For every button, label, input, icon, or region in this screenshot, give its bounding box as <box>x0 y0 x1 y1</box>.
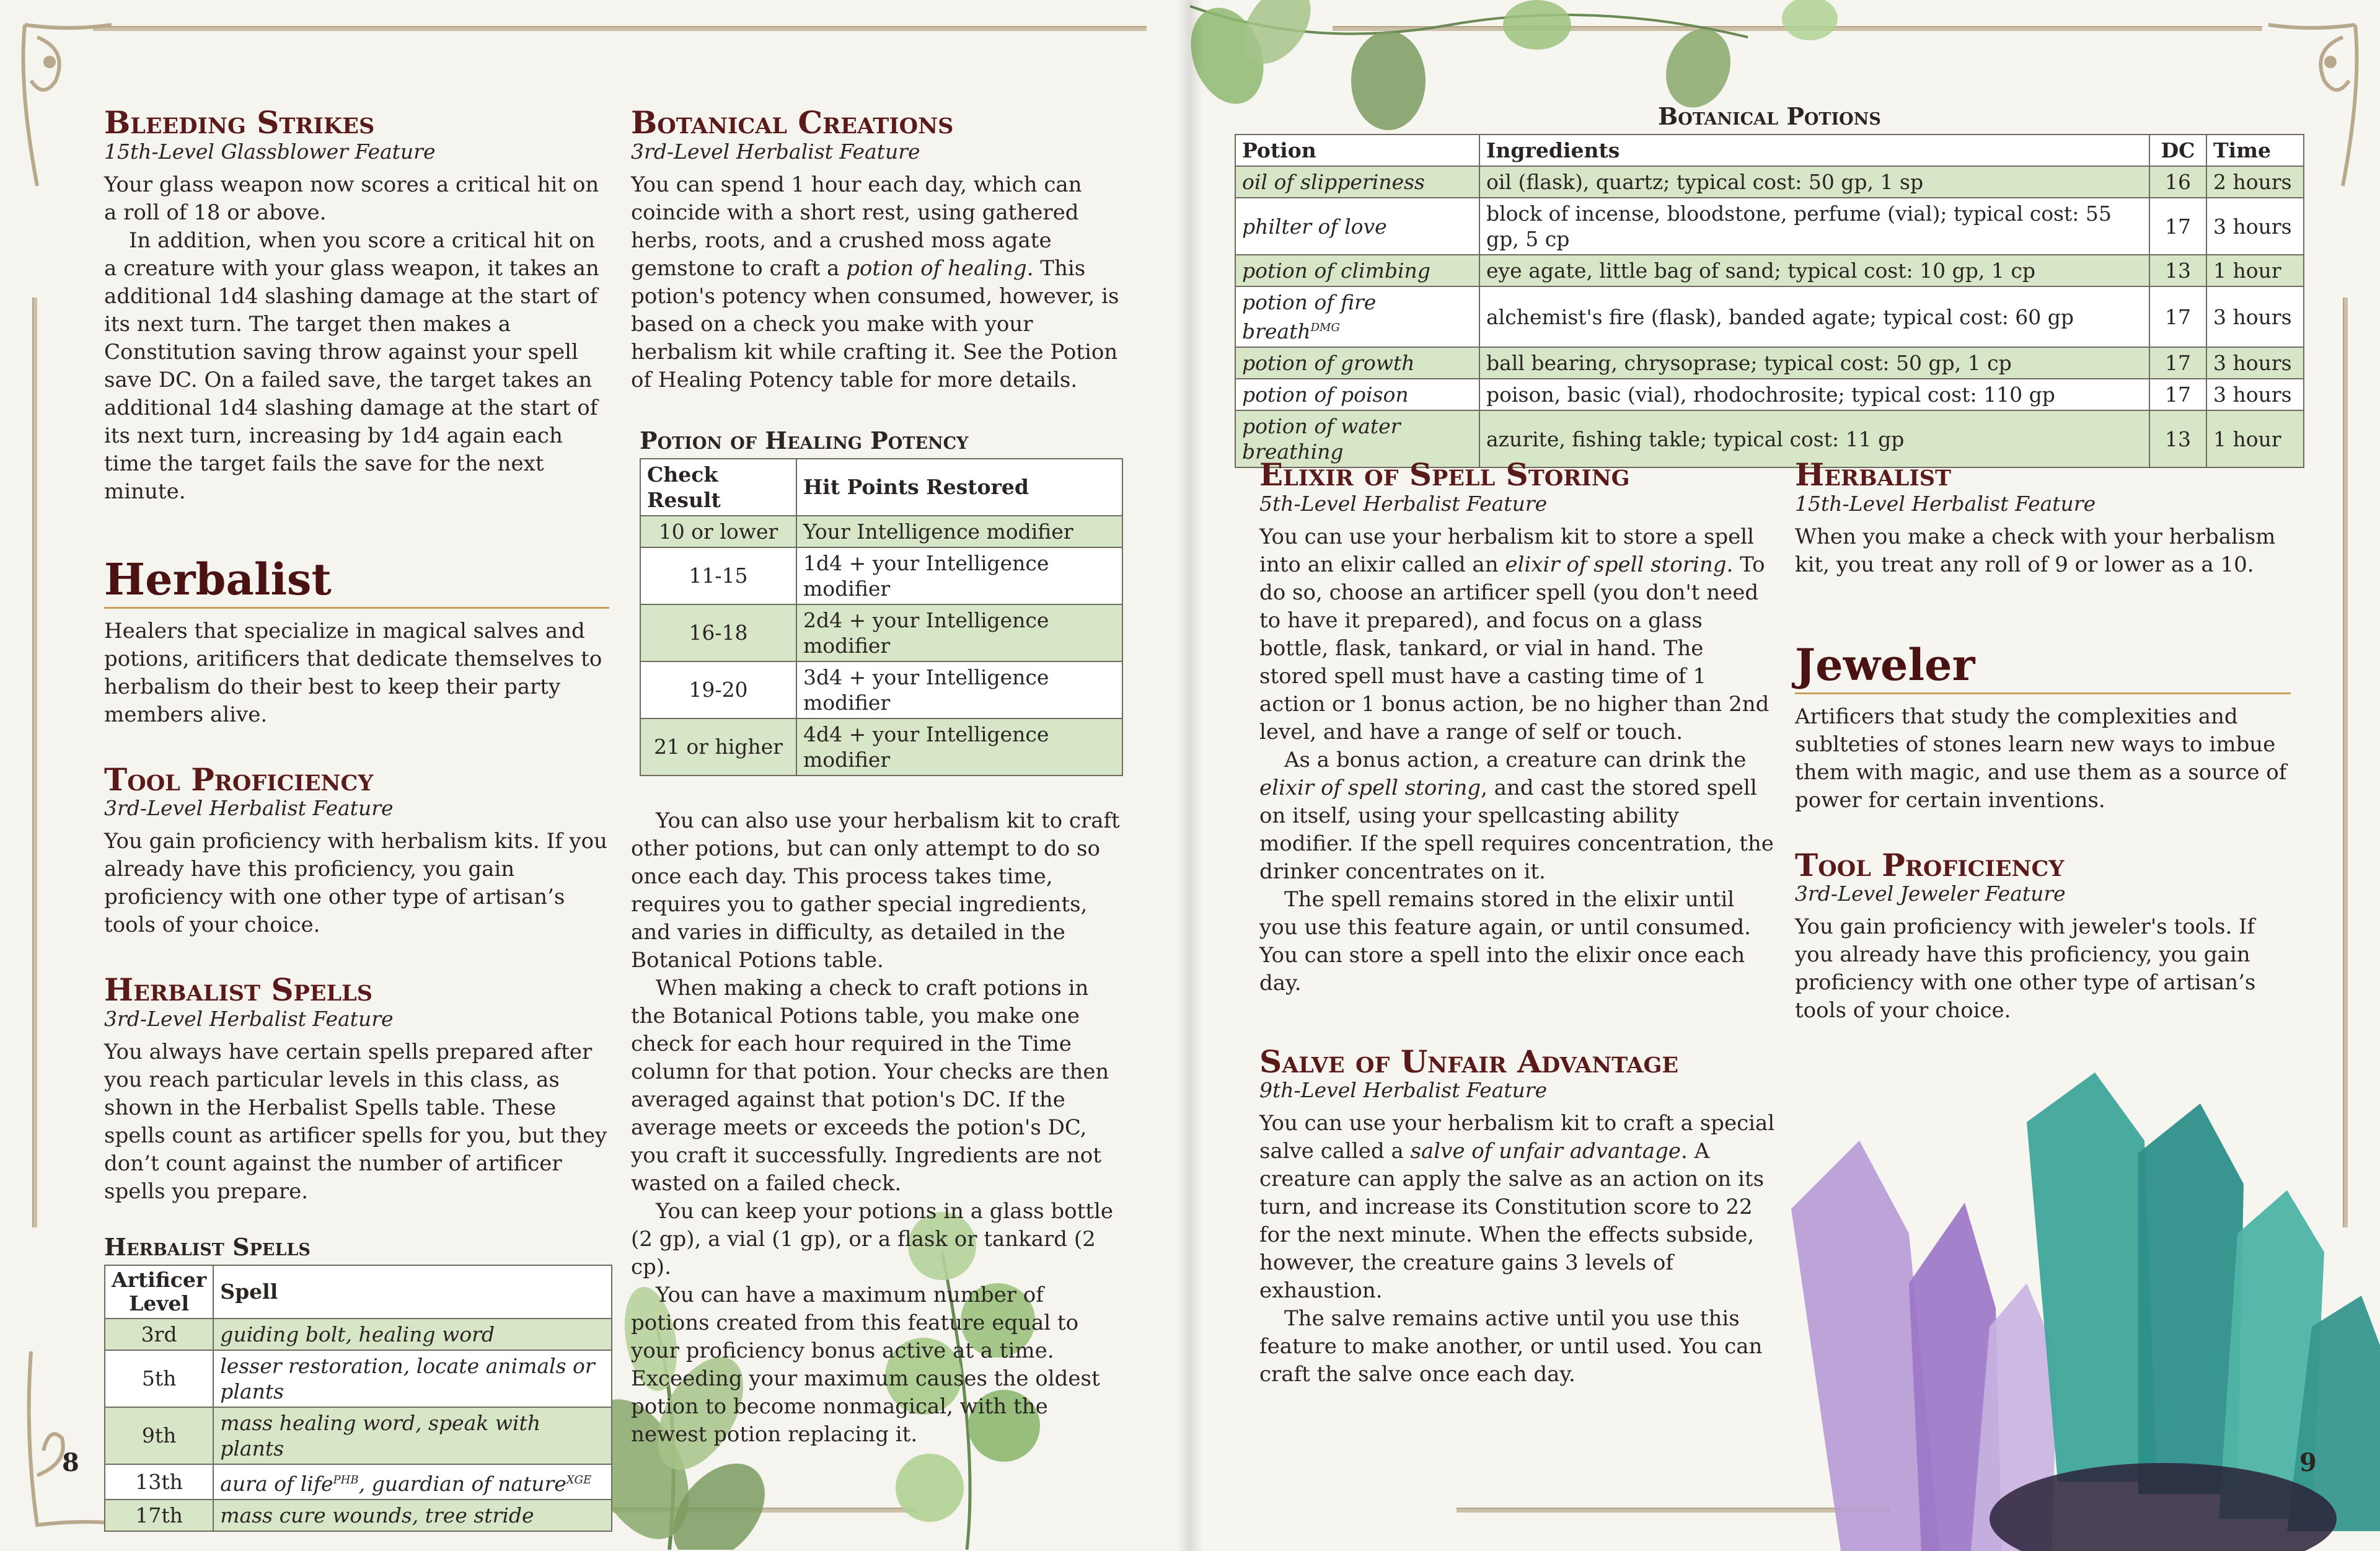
table-row <box>1235 347 2304 379</box>
tool-proficiency-heading: Tool Proficiency <box>104 761 374 798</box>
table-cell: 1 hour <box>2206 255 2304 286</box>
text-run: As a bonus action, a creature can drink the <box>1284 747 1747 772</box>
jeweler-intro <box>1795 703 2291 815</box>
table-cell: 17 <box>2149 286 2206 347</box>
table-row <box>1235 166 2304 198</box>
heading-rule <box>1795 692 2291 694</box>
jeweler-tool-heading: Tool Proficiency <box>1795 846 2065 883</box>
table-row <box>105 1350 612 1407</box>
table-cell: guiding bolt, healing word <box>213 1319 612 1350</box>
table-cell: lesser restoration, locate animals or plants <box>213 1350 612 1407</box>
table-cell: 13th <box>105 1464 213 1500</box>
top-border <box>93 26 1147 31</box>
herbalist-class-heading: Herbalist <box>104 553 332 605</box>
crystal-illustration-icon <box>1766 1048 2380 1551</box>
table-cell: 3 hours <box>2206 379 2304 410</box>
paragraph: You can also use your herbalism kit to craft other potions, but can only attempt to do so once each day. This process takes time, requires you to gather special ingredients, and varies in difficulty, as detailed in the Botanical Potions table. <box>631 808 1120 973</box>
table-row <box>105 1319 612 1350</box>
spells-table-title: Herbalist Spells <box>104 1232 311 1261</box>
text-run: salve of unfair advantage <box>1410 1139 1681 1164</box>
right-page <box>1190 0 2380 1551</box>
table-cell: Your Intelligence modifier <box>796 516 1122 547</box>
salve-heading: Salve of Unfair Advantage <box>1259 1043 1679 1080</box>
botanical-creations-heading: Botanical Creations <box>631 104 954 141</box>
table-cell: oil (flask), quartz; typical cost: 50 gp, 1 sp <box>1479 166 2149 198</box>
botanical-potions-table <box>1235 134 2304 468</box>
table-row <box>1235 255 2304 286</box>
table-cell: 17 <box>2149 347 2206 379</box>
column-header: DC <box>2149 135 2206 166</box>
paragraph <box>631 171 1121 394</box>
page-number: 8 <box>62 1448 79 1477</box>
paragraph <box>1259 746 1777 886</box>
table-cell: 17th <box>105 1500 213 1531</box>
text-run: , and cast the stored spell on itself, using your spellcasting ability modifier. If the spell requires concentration, the drinker concentrates on it. <box>1259 775 1774 884</box>
herbalist-spells-heading: Herbalist Spells <box>104 971 373 1008</box>
potions-table-block <box>1235 102 2304 468</box>
herbalist-spells-body <box>104 1038 609 1206</box>
table-cell: 3d4 + your Intelligence modifier <box>796 661 1122 718</box>
table-cell: 17 <box>2149 198 2206 255</box>
text-run: potion of healing <box>846 255 1027 281</box>
botanical-creations-subtitle: 3rd-Level Herbalist Feature <box>631 139 920 164</box>
spell-name: , guardian of nature <box>358 1471 566 1496</box>
jeweler-tool-subtitle: 3rd-Level Jeweler Feature <box>1795 882 2066 906</box>
table-cell: alchemist's fire (flask), banded agate; typical cost: 60 gp <box>1479 286 2149 347</box>
table-cell: ball bearing, chrysoprase; typical cost: 50 gp, 1 cp <box>1479 347 2149 379</box>
paragraph <box>1259 523 1777 746</box>
table-row <box>105 1464 612 1500</box>
column-header-line: Artificer <box>112 1267 207 1292</box>
herbalist-feature-heading: Herbalist <box>1795 456 1952 493</box>
table-cell: 16 <box>2149 166 2206 198</box>
table-cell: potion of water breathing <box>1235 410 1479 467</box>
source-tag: XGE <box>566 1473 592 1487</box>
table-cell: poison, basic (vial), rhodochrosite; typical cost: 110 gp <box>1479 379 2149 410</box>
column-header: Check Result <box>640 459 796 516</box>
table-cell: eye agate, little bag of sand; typical cost: 10 gp, 1 cp <box>1479 255 2149 286</box>
column-header: Spell <box>213 1265 612 1319</box>
potency-table <box>640 458 1123 776</box>
column-header: Potion <box>1235 135 1479 166</box>
text-run: You can use your herbalism kit to craft a special salve called a <box>1259 1111 1775 1164</box>
table-header-row <box>640 459 1122 516</box>
table-cell: 3 hours <box>2206 286 2304 347</box>
herbalist-feature-subtitle: 15th-Level Herbalist Feature <box>1795 491 2096 516</box>
potency-table-title: Potion of Healing Potency <box>640 426 969 454</box>
table-row <box>640 547 1122 604</box>
text-run: . To do so, choose an artificer spell (you don't need to have it prepared), and focus on a glass bottle, flask, tankard, or vial in hand. The stored spell must have a casting time of 1 action or 1 bonus action, be no higher than 2nd level, and have a range of self or touch. <box>1259 552 1770 745</box>
spell-name: aura of life <box>220 1471 333 1496</box>
table-cell: 19-20 <box>640 661 796 718</box>
paragraph: When making a check to craft potions in the Botanical Potions table, you make one check for each hour required in the Time column for that potion. Your checks are then averaged against that potion's DC. If the average meets or exceeds the potion's DC, you craft it successfully. Ingredients are not wasted on a failed check. <box>631 975 1109 1196</box>
table-cell: 13 <box>2149 255 2206 286</box>
bleeding-strikes-body <box>104 171 609 506</box>
salve-body <box>1259 1110 1777 1389</box>
table-cell: 1 hour <box>2206 410 2304 467</box>
table-cell: 3rd <box>105 1319 213 1350</box>
column-right-2 <box>1795 456 2291 1025</box>
table-row <box>640 718 1122 776</box>
paragraph: Your glass weapon now scores a critical hit on a roll of 18 or above. <box>104 172 599 225</box>
tool-proficiency-body <box>104 828 609 939</box>
table-cell: 4d4 + your Intelligence modifier <box>796 718 1122 776</box>
botanical-creations-body-2 <box>631 807 1121 1449</box>
table-row <box>1235 198 2304 255</box>
paragraph: You can have a maximum number of potions created from this feature equal to your proficiency bonus active at a time. Exceeding your maximum causes the oldest potion to become nonmagical, with the newest potion replacing it. <box>631 1282 1100 1447</box>
text-run: elixir of spell storing <box>1505 552 1727 577</box>
left-border <box>32 298 37 1227</box>
page-number: 9 <box>2299 1448 2317 1477</box>
table-cell: mass healing word, speak with plants <box>213 1407 612 1464</box>
table-row <box>640 661 1122 718</box>
table-cell: 11-15 <box>640 547 796 604</box>
column-header-line: Level <box>129 1291 190 1315</box>
table-cell <box>1235 286 1479 347</box>
elixir-heading: Elixir of Spell Storing <box>1259 456 1630 493</box>
potion-name: potion of fire breath <box>1242 290 1377 343</box>
table-row <box>640 604 1122 661</box>
table-cell: 5th <box>105 1350 213 1407</box>
paragraph: In addition, when you score a critical hit on a creature with your glass weapon, it takes an additional 1d4 slashing damage at the start of its next turn. The target then makes a Constitution saving throw against your spell save DC. On a failed save, the target takes an additional 1d4 slashing damage at the start of its next turn, increasing by 1d4 again each time the target fails the save for the next minute. <box>104 228 599 504</box>
text-run: You can use your herbalism kit to store a spell into an elixir called an <box>1259 524 1754 577</box>
heading-rule <box>104 607 609 609</box>
salve-subtitle: 9th-Level Herbalist Feature <box>1259 1078 1548 1102</box>
paragraph: Healers that specialize in magical salves and potions, aritificers that dedicate themselves to herbalism do their best to keep their party members alive. <box>104 618 602 727</box>
table-row <box>1235 286 2304 347</box>
potions-table-title: Botanical Potions <box>1658 102 1881 130</box>
table-cell: 1d4 + your Intelligence modifier <box>796 547 1122 604</box>
paragraph: When you make a check with your herbalism kit, you treat any roll of 9 or lower as a 10. <box>1795 524 2276 577</box>
table-cell: oil of slipperiness <box>1235 166 1479 198</box>
source-tag: PHB <box>333 1473 359 1487</box>
book-gutter <box>1178 0 1202 1551</box>
paragraph: The spell remains stored in the elixir until you use this feature again, or until consumed. You can store a spell into the elixir once each day. <box>1259 886 1751 996</box>
table-cell: 2 hours <box>2206 166 2304 198</box>
table-row <box>105 1407 612 1464</box>
table-row <box>105 1500 612 1531</box>
table-cell: 16-18 <box>640 604 796 661</box>
table-cell: 13 <box>2149 410 2206 467</box>
tool-proficiency-subtitle: 3rd-Level Herbalist Feature <box>104 796 394 820</box>
paragraph: The salve remains active until you use this feature to make another, or until used. You can craft the salve once each day. <box>1259 1306 1763 1387</box>
elixir-body <box>1259 523 1777 997</box>
table-row <box>1235 379 2304 410</box>
table-cell: 21 or higher <box>640 718 796 776</box>
paragraph: You can keep your potions in a glass bottle (2 gp), a vial (1 gp), or a flask or tankard (2 cp). <box>631 1198 1113 1279</box>
column-header: Ingredients <box>1479 135 2149 166</box>
jeweler-tool-body <box>1795 913 2291 1025</box>
table-row <box>640 516 1122 547</box>
table-cell: potion of poison <box>1235 379 1479 410</box>
table-cell: azurite, fishing takle; typical cost: 11 gp <box>1479 410 2149 467</box>
column-header: Hit Points Restored <box>796 459 1122 516</box>
column-header: Time <box>2206 135 2304 166</box>
table-cell: 10 or lower <box>640 516 796 547</box>
table-cell: potion of growth <box>1235 347 1479 379</box>
table-cell: mass cure wounds, tree stride <box>213 1500 612 1531</box>
elixir-subtitle: 5th-Level Herbalist Feature <box>1259 491 1548 516</box>
column-left-1 <box>104 104 609 1532</box>
table-cell: 3 hours <box>2206 347 2304 379</box>
table-cell: 9th <box>105 1407 213 1464</box>
herbalist-spells-table <box>104 1265 612 1532</box>
jeweler-class-heading: Jeweler <box>1795 639 1975 691</box>
table-cell: block of incense, bloodstone, perfume (vial); typical cost: 55 gp, 5 cp <box>1479 198 2149 255</box>
column-left-2 <box>631 104 1121 1449</box>
herbalist-spells-subtitle: 3rd-Level Herbalist Feature <box>104 1006 394 1031</box>
bleeding-strikes-subtitle: 15th-Level Glassblower Feature <box>104 139 436 164</box>
column-right-1 <box>1259 456 1777 1389</box>
paragraph: Artificers that study the complexities and sublteties of stones learn new ways to imbue them with magic, and use them as a source of power for certain inventions. <box>1795 704 2287 813</box>
table-cell: 3 hours <box>2206 198 2304 255</box>
herbalist-feature-body <box>1795 523 2291 579</box>
table-cell: 2d4 + your Intelligence modifier <box>796 604 1122 661</box>
table-header-row <box>1235 135 2304 166</box>
bleeding-strikes-heading: Bleeding Strikes <box>104 104 375 141</box>
text-run: You can spend 1 hour each day, which can coincide with a short rest, using gathered herbs, roots, and a crushed moss agate gemstone to craft a <box>631 172 1082 281</box>
botanical-creations-body <box>631 171 1121 394</box>
paragraph: You gain proficiency with herbalism kits. If you already have this proficiency, you gain proficiency with one other type of artisan’s tools of your choice. <box>104 829 607 937</box>
text-run: . A creature can apply the salve as an action on its turn, and increase its Constitution score to 22 for the next minute. When the effects subside, however, the creature gains 3 levels of exhaustion. <box>1259 1139 1765 1303</box>
table-cell: philter of love <box>1235 198 1479 255</box>
text-run: . This potion's potency when consumed, however, is based on a check you make with your herbalism kit while crafting it. See the Potion of Healing Potency table for more details. <box>631 255 1119 392</box>
text-run: elixir of spell storing <box>1259 775 1481 800</box>
paragraph: You gain proficiency with jeweler's tools. If you already have this proficiency, you gain proficiency with one other type of artisan’s tools of your choice. <box>1795 914 2256 1023</box>
paragraph <box>1259 1110 1777 1305</box>
column-header <box>105 1265 213 1319</box>
table-header-row <box>105 1265 612 1319</box>
source-tag: DMG <box>1310 321 1340 334</box>
table-cell: 17 <box>2149 379 2206 410</box>
herbalist-intro <box>104 617 609 729</box>
table-cell: potion of climbing <box>1235 255 1479 286</box>
paragraph: You always have certain spells prepared after you reach particular levels in this class, as shown in the Herbalist Spells table. These spells count as artificer spells for you, but they don’t count against the number of artificer spells you prepare. <box>104 1039 607 1204</box>
table-cell <box>213 1464 612 1500</box>
